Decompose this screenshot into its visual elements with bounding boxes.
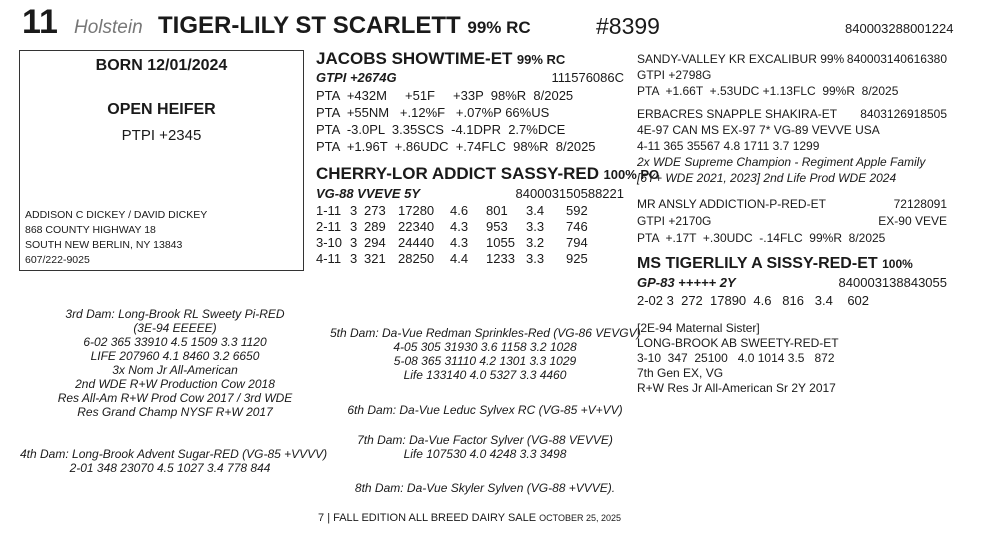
maternal-sister-name: LONG-BROOK AB SWEETY-RED-ET — [637, 336, 839, 350]
sire-dam-name: ERBACRES SNAPPLE SHAKIRA-ET — [637, 107, 838, 121]
dam-record-cell: 24440 — [398, 235, 435, 250]
sire-pta-2: PTA +55NM +.12%F +.07%P 66%US — [316, 105, 550, 120]
sire-pta-4: PTA +1.96T +.86UDC +.74FLC 98%R 8/2025 — [316, 139, 596, 154]
sixth-dam-line: 6th Dam: Da-Vue Leduc Sylvex RC (VG-85 +V+VV) — [347, 403, 623, 417]
dam-record-cell: 925 — [566, 251, 588, 266]
sire-dam-award-2: [6Y+ WDE 2021, 2023] 2nd Life Prod WDE 2024 — [637, 171, 897, 185]
dam-record-cell: 1233 — [486, 251, 515, 266]
breed-label: Holstein — [74, 17, 143, 38]
sire-gtpi: GTPI +2674G — [316, 70, 397, 85]
fifth-dam-line: 5-08 365 31110 4.2 1301 3.3 1029 — [393, 354, 577, 368]
owner: ADDISON C DICKEY / DAVID DICKEY — [25, 209, 208, 221]
third-dam-line: LIFE 207960 4.1 8460 3.2 6650 — [90, 349, 260, 363]
eighth-dam-line: 8th Dam: Da-Vue Skyler Sylven (VG-88 +VVVE). — [354, 481, 616, 495]
third-dam-line: Res All-Am R+W Prod Cow 2017 / 3rd WDE — [57, 391, 293, 405]
dam-record-cell: 4-11 — [316, 251, 342, 266]
dam-record-cell: 3.3 — [526, 219, 545, 234]
page-number: 7 — [318, 512, 325, 524]
dam-dam-percent: 100% — [882, 257, 913, 271]
dam-record-cell: 1-11 — [316, 203, 342, 218]
maternal-sister-award: R+W Res Jr All-American Sr 2Y 2017 — [637, 381, 836, 395]
seventh-dam-block — [330, 433, 640, 461]
fifth-dam-line: 5th Dam: Da-Vue Redman Sprinkles-Red (VG-86 VEVGV) — [330, 326, 641, 340]
dam-id: 840003150588221 — [515, 186, 624, 201]
dam-percent: 100% PO — [603, 167, 660, 182]
dam-block — [316, 163, 659, 267]
dam-record-cell: 3 — [350, 219, 358, 234]
sale-date: OCTOBER 25, 2025 — [539, 513, 622, 523]
dam-record-row — [316, 219, 596, 235]
sire-pta-1: PTA +432M +51F +33P 98%R 8/2025 — [316, 88, 574, 103]
dam-dam-record: 2-02 3 272 17890 4.6 816 3.4 602 — [637, 293, 870, 308]
sire-block — [316, 49, 624, 155]
dam-record-cell: 17280 — [398, 203, 435, 218]
dam-sire-name: MR ANSLY ADDICTION-P-RED-ET — [637, 197, 826, 211]
info-box — [19, 50, 304, 271]
dam-sire-pta: PTA +.17T +.30UDC -.14FLC 99%R 8/2025 — [637, 231, 886, 245]
dam-record-cell: 22340 — [398, 219, 435, 234]
dam-record-cell: 4.3 — [450, 235, 469, 250]
dam-record-cell: 289 — [364, 219, 386, 234]
dam-record-cell: 746 — [566, 219, 588, 234]
sire-sire-id: 840003140616380 — [846, 52, 947, 66]
dam-dam-block — [637, 253, 947, 309]
dam-dam-score: GP-83 +++++ 2Y — [637, 275, 736, 290]
dam-record-cell: 1055 — [486, 235, 515, 250]
dam-record-cell: 3 — [350, 251, 358, 266]
dam-score: VG-88 VVEVE 5Y — [316, 186, 421, 201]
sire-id: 111576086C — [551, 70, 624, 85]
animal-name — [158, 11, 531, 43]
dam-record-cell: 3.4 — [526, 203, 545, 218]
fifth-dam-block — [330, 326, 640, 382]
dam-record-cell: 4.4 — [450, 251, 469, 266]
dam-record-cell: 3.3 — [526, 251, 545, 266]
owner-address — [25, 208, 207, 268]
seventh-dam-line: 7th Dam: Da-Vue Factor Sylver (VG-88 VEVVE) — [357, 433, 613, 447]
dam-dam-name: MS TIGERLILY A SISSY-RED-ET — [637, 255, 878, 272]
maternal-sister-block — [637, 321, 839, 396]
sire-dam-score: 4E-97 CAN MS EX-97 7* VG-89 VEVVE USA — [637, 123, 880, 137]
sire-dam-record: 4-11 365 35567 4.8 1711 3.7 1299 — [637, 139, 820, 153]
dam-records-table — [316, 203, 596, 267]
footer — [318, 511, 621, 525]
dam-record-cell: 801 — [486, 203, 508, 218]
third-dam-block — [30, 307, 320, 419]
sire-sire-pta: PTA +1.66T +.53UDC +1.13FLC 99%R 8/2025 — [637, 84, 899, 98]
dam-record-row — [316, 235, 596, 251]
dam-record-cell: 294 — [364, 235, 386, 250]
fourth-dam-block — [20, 447, 328, 475]
dam-record-row — [316, 251, 596, 267]
third-dam-line: 3rd Dam: Long-Brook RL Sweety Pi-RED — [65, 307, 285, 321]
eighth-dam-block — [330, 481, 640, 495]
third-dam-line: Res Grand Champ NYSF R+W 2017 — [77, 405, 273, 419]
dam-record-cell: 794 — [566, 235, 588, 250]
dam-record-cell: 4.6 — [450, 203, 469, 218]
id-number: 840003288001224 — [845, 21, 954, 36]
dam-record-cell: 2-11 — [316, 219, 342, 234]
sale-edition: FALL EDITION ALL BREED DAIRY SALE — [333, 512, 537, 524]
dam-record-cell: 3 — [350, 203, 358, 218]
dam-sire-block — [637, 197, 947, 246]
dam-record-cell: 321 — [364, 251, 386, 266]
maternal-sister-record: 3-10 347 25100 4.0 1014 3.5 872 — [637, 351, 835, 365]
sire-dam-block — [637, 107, 947, 186]
address-line-2: SOUTH NEW BERLIN, NY 13843 — [25, 239, 183, 251]
dam-record-cell: 953 — [486, 219, 508, 234]
dam-record-cell: 3.2 — [526, 235, 545, 250]
animal-percent: 99% RC — [467, 18, 531, 37]
dam-dam-id: 840003138843055 — [838, 275, 947, 290]
dam-name: CHERRY-LOR ADDICT SASSY-RED — [316, 164, 600, 183]
sire-pta-3: PTA -3.0PL 3.35SCS -4.1DPR 2.7%DCE — [316, 122, 566, 137]
animal-name-text: TIGER-LILY ST SCARLETT — [158, 12, 461, 39]
third-dam-line: 2nd WDE R+W Production Cow 2018 — [75, 377, 275, 391]
dam-record-row — [316, 203, 596, 219]
dam-sire-id: 72128091 — [893, 197, 947, 211]
third-dam-line: 3x Nom Jr All-American — [112, 363, 238, 377]
dam-record-cell: 592 — [566, 203, 588, 218]
sire-dam-id: 8403126918505 — [860, 107, 947, 121]
dam-record-cell: 3-10 — [316, 235, 343, 250]
fourth-dam-line: 2-01 348 23070 4.5 1027 3.4 778 844 — [69, 461, 271, 475]
address-line-1: 868 COUNTY HIGHWAY 18 — [25, 224, 156, 236]
third-dam-line: (3E-94 EEEEE) — [133, 321, 217, 335]
sixth-dam-block — [330, 403, 640, 417]
lot-number: 11 — [22, 3, 58, 41]
dam-record-cell: 273 — [364, 203, 386, 218]
status: OPEN HEIFER — [107, 101, 216, 118]
maternal-sister-gen: 7th Gen EX, VG — [637, 366, 724, 380]
registration-number: #8399 — [596, 13, 660, 39]
dam-record-cell: 28250 — [398, 251, 435, 266]
dam-record-cell: 3 — [350, 235, 358, 250]
phone: 607/222-9025 — [25, 254, 90, 266]
fourth-dam-line: 4th Dam: Long-Brook Advent Sugar-RED (VG-85 +VVVV) — [20, 447, 328, 461]
third-dam-line: 6-02 365 33910 4.5 1509 3.3 1120 — [83, 335, 267, 349]
sire-dam-award-1: 2x WDE Supreme Champion - Regiment Apple Family — [637, 155, 926, 169]
sire-percent: 99% RC — [516, 52, 566, 67]
dam-record-cell: 4.3 — [450, 219, 469, 234]
born-date: BORN 12/01/2024 — [95, 57, 228, 74]
sire-name: JACOBS SHOWTIME-ET — [316, 49, 513, 68]
dam-sire-score: EX-90 VEVE — [878, 214, 947, 228]
maternal-sister-label: [2E-94 Maternal Sister] — [637, 321, 760, 335]
sire-sire-gtpi: GTPI +2798G — [637, 68, 712, 82]
sire-sire-name: SANDY-VALLEY KR EXCALIBUR 99% — [637, 52, 845, 66]
seventh-dam-line: Life 107530 4.0 4248 3.3 3498 — [403, 447, 567, 461]
sire-sire-block — [637, 52, 947, 99]
footer-separator: | — [327, 512, 331, 524]
ptpi: PTPI +2345 — [121, 127, 202, 144]
dam-sire-gtpi: GTPI +2170G — [637, 214, 712, 228]
fifth-dam-line: Life 133140 4.0 5327 3.3 4460 — [403, 368, 567, 382]
fifth-dam-line: 4-05 305 31930 3.6 1158 3.2 1028 — [393, 340, 577, 354]
